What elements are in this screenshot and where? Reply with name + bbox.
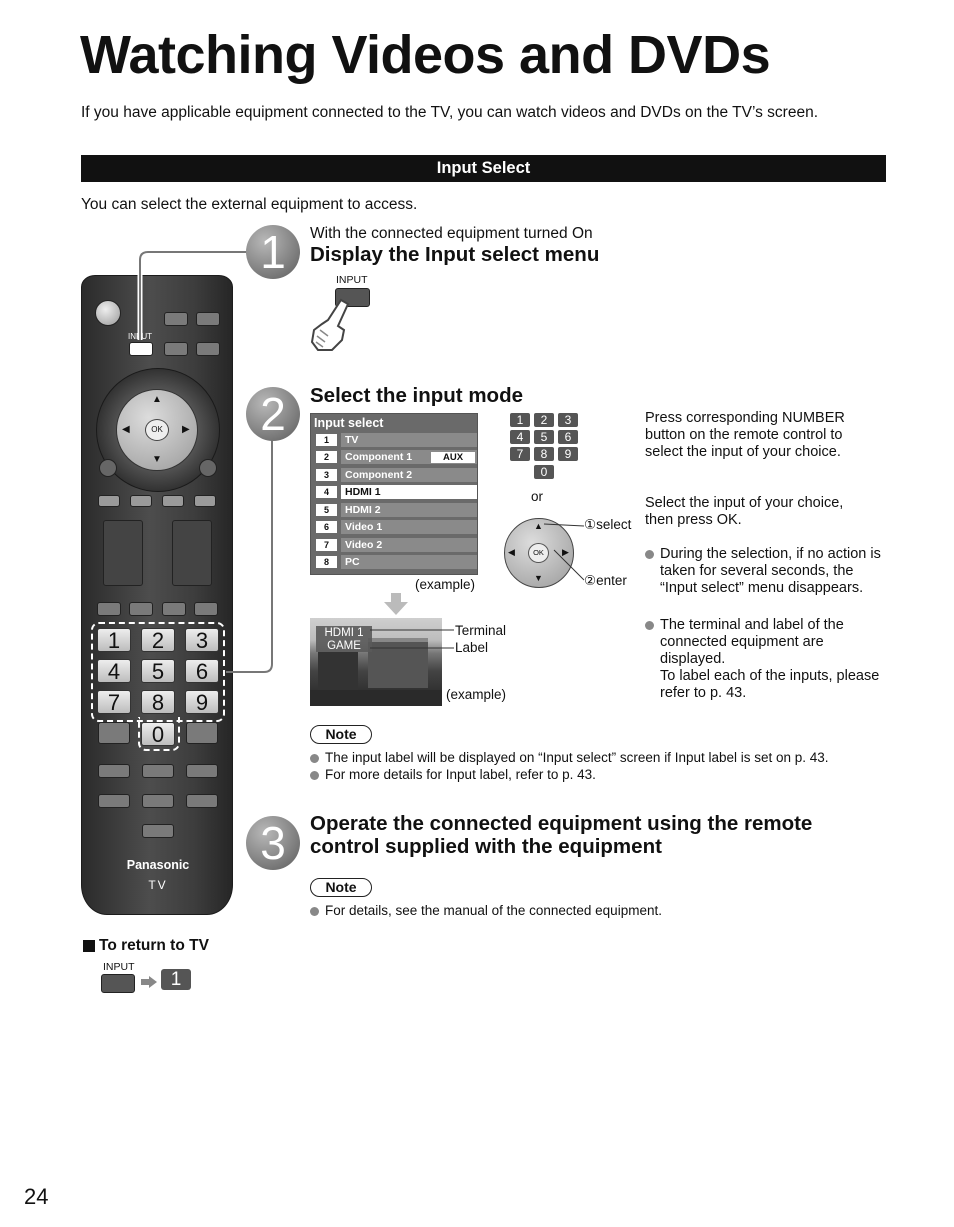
remote-key-1: 1: [97, 628, 131, 652]
key-2: 2: [534, 413, 554, 427]
note-input-label: The input label will be displayed on “Input select” screen if Input label is set on p. 43.: [325, 750, 895, 765]
ground-shape: [310, 690, 442, 706]
remote-tv-label: TV: [148, 878, 168, 892]
step-2-note-badge: Note: [310, 725, 372, 744]
key-3: 3: [558, 413, 578, 427]
menu-row-label: TV: [341, 433, 477, 447]
step-1-precondition: With the connected equipment turned On: [310, 225, 593, 242]
step-2-title: Select the input mode: [310, 384, 523, 407]
return-square-icon: [83, 940, 95, 952]
step-1-input-label: INPUT: [336, 274, 368, 286]
menu-row-label: Video 1: [341, 520, 477, 534]
key-6: 6: [558, 430, 578, 444]
osd-label: GAME: [327, 640, 361, 652]
label-reference: To label each of the inputs, please refer to p. 43.: [660, 668, 880, 701]
menu-example-caption: (example): [415, 577, 476, 592]
bullet-terminal-label: The terminal and label of the connected equipment are displayed.: [660, 617, 890, 668]
dpad-callout-lines: [540, 520, 590, 586]
key-4: 4: [510, 430, 530, 444]
menu-row: [314, 450, 477, 464]
return-input-button: [101, 974, 135, 993]
menu-row: [314, 468, 477, 482]
remote-key-0: 0: [141, 722, 175, 746]
menu-row: [314, 555, 477, 569]
screen-example-caption: (example): [446, 687, 507, 702]
step-2-number: 2: [246, 387, 300, 441]
menu-row-label: [341, 450, 477, 464]
or-text: or: [531, 489, 544, 504]
key-8: 8: [534, 447, 554, 461]
remote-ok-button: OK: [145, 419, 169, 441]
section-bar: Input Select: [81, 155, 886, 182]
section-subtitle: You can select the external equipment to access.: [81, 196, 418, 213]
input-select-menu: [310, 413, 478, 575]
intro-text: If you have applicable equipment connected to the TV, you can watch videos and DVDs on the TV’s screen.: [81, 104, 818, 121]
menu-row-number: 4: [316, 486, 337, 498]
remote-key-4: 4: [97, 659, 131, 683]
return-to-tv-title: To return to TV: [99, 937, 209, 954]
menu-row-number: 1: [316, 434, 337, 446]
bullet-menu-timeout: During the selection, if no action is taken for several seconds, the “Input select” menu disappears.: [660, 546, 890, 597]
remote-key-3: 3: [185, 628, 219, 652]
return-key-1: 1: [161, 969, 191, 990]
remote-up-arrow-icon: ▲: [152, 394, 162, 405]
menu-row: [314, 538, 477, 552]
menu-row: [314, 503, 477, 517]
step-3-title-line2: control supplied with the equipment: [310, 835, 662, 858]
menu-row-number: 8: [316, 556, 337, 568]
menu-row-selected: [314, 485, 477, 499]
remote-key-6: 6: [185, 659, 219, 683]
dpad-down-arrow-icon: ▼: [534, 573, 543, 583]
remote-brand-logo: Panasonic: [126, 858, 190, 872]
menu-row-text: Component 1: [345, 451, 413, 463]
menu-row-label: HDMI 1: [341, 485, 477, 499]
note-connected-equipment: For details, see the manual of the connected equipment.: [325, 903, 895, 918]
menu-row-number: 3: [316, 469, 337, 481]
label-caption: Label: [455, 640, 489, 655]
step-3-note-badge: Note: [310, 878, 372, 897]
key-9: 9: [558, 447, 578, 461]
key-1: 1: [510, 413, 530, 427]
step-1-title: Display the Input select menu: [310, 243, 600, 266]
menu-row-label: Component 2: [341, 468, 477, 482]
menu-row: [314, 520, 477, 534]
down-arrow-icon: [384, 593, 408, 615]
terminal-callout-lines: [360, 624, 456, 654]
menu-row-number: 7: [316, 539, 337, 551]
dpad-right-arrow-icon: ▶: [562, 547, 569, 557]
remote-key-5: 5: [141, 659, 175, 683]
menu-row-number: 2: [316, 451, 337, 463]
dpad-ok-button: OK: [528, 543, 549, 563]
menu-row-number: 5: [316, 504, 337, 516]
step-3-number: 3: [246, 816, 300, 870]
menu-header: Input select: [314, 416, 384, 430]
remote-right-arrow-icon: ▶: [182, 424, 190, 435]
menu-row-tag: AUX: [431, 452, 475, 463]
remote-key-2: 2: [141, 628, 175, 652]
remote-key-7: 7: [97, 690, 131, 714]
menu-row-label: PC: [341, 555, 477, 569]
menu-row: [314, 433, 477, 447]
pressing-hand-icon: [308, 296, 354, 354]
remote-left-arrow-icon: ◀: [122, 424, 130, 435]
menu-row-number: 6: [316, 521, 337, 533]
remote-key-9: 9: [185, 690, 219, 714]
ok-button-instruction: Select the input of your choice, then press OK.: [645, 495, 844, 528]
dpad-up-arrow-icon: ▲: [534, 521, 543, 531]
page-title: Watching Videos and DVDs: [80, 25, 771, 85]
menu-row-label: HDMI 2: [341, 503, 477, 517]
key-7: 7: [510, 447, 530, 461]
enter-label: ②enter: [584, 573, 627, 588]
step-1-number: 1: [246, 225, 300, 279]
remote-input-label: INPUT: [128, 332, 152, 341]
osd-terminal: HDMI 1: [324, 627, 364, 639]
terminal-caption: Terminal: [455, 623, 507, 638]
select-label: ①select: [584, 517, 632, 532]
key-5: 5: [534, 430, 554, 444]
remote-key-8: 8: [141, 690, 175, 714]
page-number: 24: [24, 1184, 49, 1209]
menu-row-label: Video 2: [341, 538, 477, 552]
dpad-left-arrow-icon: ◀: [508, 547, 515, 557]
number-button-instruction: Press corresponding NUMBER button on the remote control to select the input of your choice.: [645, 410, 845, 460]
key-0: 0: [534, 465, 554, 479]
note-more-details: For more details for Input label, refer to p. 43.: [325, 767, 895, 782]
arrow-right-icon: [141, 976, 157, 988]
return-input-label: INPUT: [103, 961, 135, 973]
remote-down-arrow-icon: ▼: [152, 454, 162, 465]
step-3-title-line1: Operate the connected equipment using the remote: [310, 812, 813, 835]
